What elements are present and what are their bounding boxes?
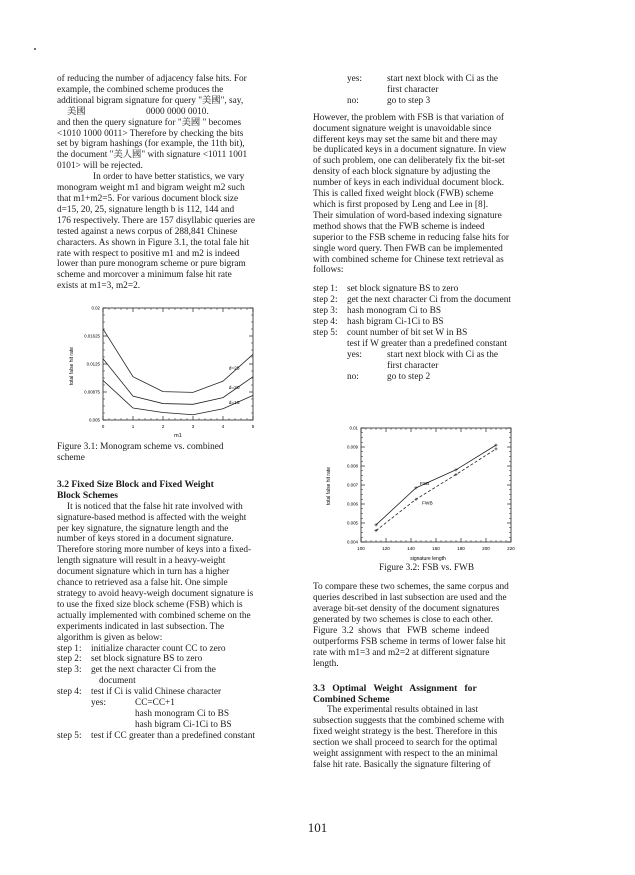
- text-line: actually implemented with combined scheme on the: [57, 610, 251, 621]
- text-line: exists at m1=3, m2=2.: [57, 281, 141, 292]
- caption-line: Figure 3.1: Monogram scheme vs. combined: [57, 442, 224, 453]
- text-line: density of each block signature by adjusting the: [313, 167, 491, 178]
- step-text: CC=CC+1: [135, 698, 175, 709]
- text-line: be duplicated keys in a document signature. In view: [313, 145, 507, 156]
- step-text-cont: test if W greater than a predefined constant: [347, 338, 507, 349]
- text-line: additional bigram signature for query "美國", say,: [57, 95, 244, 106]
- algo-step-4-yes: [91, 698, 283, 709]
- text-line: The experimental results obtained in last: [327, 705, 479, 716]
- algo-step-5: [313, 328, 540, 339]
- heading-line: Block Schemes: [57, 489, 119, 501]
- text-line: 176 respectively. There are 157 disyllabic queries are: [57, 215, 255, 226]
- yes-label: yes:: [347, 74, 362, 84]
- section-heading-3-2: [57, 480, 283, 502]
- step-label: step 5:: [313, 327, 338, 338]
- y-tick-label: 0.0125: [86, 361, 100, 367]
- section-heading-3-3: [313, 684, 540, 706]
- x-axis-label: m1: [174, 433, 182, 439]
- x-tick-label: 100: [357, 546, 365, 552]
- fsb-algorithm: [57, 644, 283, 742]
- heading-line: 3.3 Optimal Weight Assignment for: [313, 682, 477, 694]
- text-line: document signature which in turn has a higher: [57, 567, 230, 578]
- series-label: d=20: [228, 386, 240, 392]
- text-line: example, the combined scheme produces the: [57, 84, 224, 95]
- algo-step-3: [313, 306, 540, 317]
- step-text: go to step 2: [387, 371, 431, 382]
- text-line: of reducing the number of adjacency false hits. For: [57, 74, 247, 84]
- step-text-cont: hash bigram Ci-1Ci to BS: [135, 719, 232, 730]
- text-line: generated by two schemes is close to each other.: [313, 615, 493, 626]
- y-tick-label: 0.006: [347, 502, 358, 508]
- no-branch: [347, 96, 540, 107]
- text-line: It is noticed that the false hit rate involved with: [67, 501, 243, 512]
- y-tick-label: 0.004: [347, 540, 358, 546]
- caption-line: scheme: [57, 453, 85, 464]
- fwb-algorithm: [313, 284, 540, 382]
- series-label: d=25: [228, 366, 240, 372]
- step-text: test if CC greater than a predefined constant: [91, 730, 255, 741]
- text-line: <1010 1000 0011> Therefore by checking the bits: [57, 128, 244, 139]
- algo-step-4: [57, 687, 283, 698]
- text-line: which is first proposed by Leng and Lee in [8].: [313, 199, 489, 210]
- series-label: FWB: [422, 501, 433, 507]
- plot-frame: [361, 428, 511, 542]
- y-tick-label: 0.005: [347, 521, 358, 527]
- step-text: get the next character Ci from the document: [347, 295, 511, 306]
- fsb-vs-fwb-chart: [313, 416, 540, 561]
- text-line: tested against a news corpus of 288,841 Chinese: [57, 226, 238, 237]
- series-line-d-25: [103, 329, 253, 392]
- text-line: 0101> will be rejected.: [57, 161, 143, 172]
- series-label: d=15: [228, 401, 240, 407]
- series-line-fsb: [376, 446, 496, 526]
- y-tick-label: 0.02: [91, 305, 100, 311]
- y-tick-label: 0.005: [89, 417, 100, 423]
- text-line: Therefore storing more number of keys into a fixed-: [57, 545, 252, 556]
- text-line: length.: [313, 658, 339, 669]
- text-line: follows:: [313, 265, 344, 276]
- text-line: subsection suggests that the combined scheme with: [313, 716, 505, 727]
- text-line: rate with m1=3 and m2=2 at different signature: [313, 647, 490, 658]
- figure-3-2-caption: Figure 3.2: FSB vs. FWB: [378, 563, 475, 574]
- yes-branch: [347, 74, 540, 85]
- algo-step-4: [313, 317, 540, 328]
- x-tick-label: 5: [251, 424, 255, 430]
- x-tick-label: 160: [432, 546, 440, 552]
- step-label: step 4:: [313, 317, 338, 328]
- heading-line: Combined Scheme: [313, 693, 390, 705]
- text-line: Their simulation of word-based indexing signature: [313, 210, 502, 221]
- text-line: and then the query signature for "美國 " becomes: [57, 117, 242, 128]
- step-text-cont: document: [99, 676, 136, 687]
- step-text: start next block with Ci as the: [387, 349, 499, 360]
- x-tick-label: 3: [191, 424, 195, 430]
- left-paragraph-2: [57, 172, 283, 292]
- series-label: FSB: [420, 482, 430, 488]
- x-tick-label: 120: [382, 546, 390, 552]
- algo-step-2: [313, 295, 540, 306]
- x-tick-label: 200: [482, 546, 490, 552]
- speck: [34, 48, 36, 50]
- x-axis-label: signature length: [410, 556, 446, 562]
- text-line: d=15, 20, 25, signature length b is 112, 144 and: [57, 204, 235, 215]
- text-line: 美國 0000 0000 0010.: [67, 106, 209, 117]
- x-tick-label: 4: [221, 424, 225, 430]
- step-text: test if Ci is valid Chinese character: [91, 687, 222, 698]
- step-text: start next block with Ci as the: [387, 74, 499, 84]
- text-line: experiments indicated in last subsection. The: [57, 621, 225, 632]
- text-line: of such problem, one can deliberately fix the bit-set: [313, 156, 505, 167]
- y-tick-label: 0.009: [347, 445, 358, 451]
- text-line: that m1+m2=5. For various document block size: [57, 193, 239, 204]
- step-text: count number of bit set W in BS: [347, 327, 468, 338]
- text-line: rate with respect to positive m1 and m2 is indeed: [57, 248, 240, 259]
- no-label: no:: [347, 371, 359, 382]
- text-line: different keys may set the same bit and there may: [313, 134, 498, 145]
- step-text: go to step 3: [387, 95, 431, 106]
- x-tick-label: 0: [101, 424, 105, 430]
- x-tick-label: 140: [407, 546, 415, 552]
- text-line: average bit-set density of the document signatures: [313, 604, 500, 615]
- text-line: the document "美人國" with signature <1011 1001: [57, 150, 248, 161]
- right-paragraph-2: [313, 582, 540, 669]
- text-line: with combined scheme for Chinese text retrieval as: [313, 254, 504, 265]
- y-axis-label: total false hit rate: [326, 467, 332, 506]
- series-line-d-20: [103, 359, 253, 405]
- text-line: false hit rate. Basically the signature filtering of: [313, 759, 491, 770]
- text-line: In order to have better statistics, we vary: [93, 172, 245, 183]
- text-line: scheme and morcover a minimum false hit rate: [57, 270, 232, 281]
- step-text: hash monogram Ci to BS: [347, 306, 442, 317]
- text-line: set by bigram hashings (for example, the 11th bit),: [57, 139, 245, 150]
- text-line: strategy to avoid heavy-weigh document signature is: [57, 589, 254, 599]
- text-line: weight assignment with respect to the an minimal: [313, 749, 498, 760]
- text-line: number of keys in each individual document block.: [313, 178, 505, 189]
- page-number: 101: [307, 820, 328, 835]
- left-column: [57, 74, 283, 742]
- right-paragraph-3: [313, 705, 540, 770]
- text-line: signature-based method is affected with the weight: [57, 512, 247, 523]
- right-paragraph-1: [313, 113, 540, 277]
- x-tick-label: 180: [457, 546, 465, 552]
- yes-label: yes:: [91, 698, 106, 709]
- text-line: queries described in last subsection are used and the: [313, 593, 507, 604]
- text-line: algorithm is given as below:: [57, 632, 163, 643]
- text-line: document signature weight is unavoidable since: [313, 123, 492, 134]
- step-text-cont: hash monogram Ci to BS: [135, 708, 230, 719]
- yes-label: yes:: [347, 349, 362, 360]
- step-label: step 3:: [313, 306, 338, 317]
- text-line: chance to retrieved asa a false hit. One simple: [57, 578, 228, 589]
- text-line: per key signature, the signature length and the: [57, 523, 229, 534]
- y-tick-label: 0.00875: [84, 389, 100, 395]
- text-line: characters. As shown in Figure 3.1, the total fale hit: [57, 237, 250, 248]
- algo-step-1: [313, 284, 540, 295]
- y-tick-label: 0.007: [347, 483, 358, 489]
- step-label: step 3:: [57, 665, 82, 676]
- step-label: step 1:: [57, 643, 82, 654]
- x-tick-label: 2: [161, 424, 165, 430]
- text-line: method shows that the FWB scheme is indeed: [313, 221, 485, 232]
- step-text-cont: first character: [387, 84, 439, 95]
- algo-step-5: [57, 731, 283, 742]
- series-line-fwb: [376, 449, 496, 531]
- step-text-cont: first character: [387, 360, 439, 371]
- text-line: Figure 3.2 shows that FWB scheme indeed: [313, 626, 490, 636]
- left-paragraph-3: [57, 502, 283, 644]
- step-label: step 5:: [57, 730, 82, 741]
- step-text: set block signature BS to zero: [91, 654, 203, 665]
- text-line: monogram weight m1 and bigram weight m2 such: [57, 183, 245, 194]
- y-tick-label: 0.01625: [84, 333, 100, 339]
- text-line: However, the problem with FSB is that variation of: [313, 112, 504, 123]
- text-line: superior to the FSB scheme in reducing false hits for: [313, 232, 509, 243]
- algo-step-2: [57, 654, 283, 665]
- y-axis-label: total false hit rate: [69, 347, 75, 386]
- text-line: To compare these two schemes, the same corpus and: [313, 582, 509, 593]
- text-line: length signature will result in a heavy-weight: [57, 556, 226, 567]
- yes-branch: [347, 350, 540, 361]
- text-line: section we shall proceed to search for the optimal: [313, 738, 498, 749]
- right-column: [313, 74, 540, 771]
- step-text: hash bigram Ci-1Ci to BS: [347, 317, 444, 328]
- x-tick-label: 220: [507, 546, 515, 552]
- no-label: no:: [347, 95, 359, 106]
- data-point: [494, 448, 497, 451]
- text-line: fixed weight strategy is the best. Therefore in this: [313, 727, 498, 738]
- text-line: single word query. Then FWB can be implemented: [313, 243, 503, 254]
- figure-3-1-caption: [57, 442, 283, 464]
- text-line: outperforms FSB scheme in terms of lower false hit: [313, 636, 506, 647]
- no-branch: [347, 372, 540, 383]
- step-text: set block signature BS to zero: [347, 284, 459, 295]
- step-label: step 4:: [57, 687, 82, 698]
- heading-line: 3.2 Fixed Size Block and Fixed Weight: [57, 478, 214, 490]
- text-line: to use the fixed size block scheme (FSB) which is: [57, 599, 243, 610]
- text-line: lower than pure monogram scheme or pure bigram: [57, 259, 246, 270]
- text-line: number of keys stored in a document signature.: [57, 534, 234, 545]
- algo-step-1: [57, 644, 283, 655]
- step-label: step 2:: [57, 654, 82, 665]
- step-label: step 2:: [313, 295, 338, 306]
- x-tick-label: 1: [131, 424, 135, 430]
- step-text: initialize character count CC to zero: [91, 643, 226, 654]
- continued-step: [347, 74, 540, 107]
- monogram-vs-combined-chart: [57, 298, 283, 438]
- algo-step-3: [57, 665, 283, 676]
- y-tick-label: 0.01: [349, 426, 358, 432]
- step-label: step 1:: [313, 284, 338, 295]
- step-text: get the next character Ci from the: [91, 665, 216, 676]
- text-line: This is called fixed weight block (FWB) scheme: [313, 189, 494, 200]
- left-paragraph-1: [57, 74, 283, 172]
- y-tick-label: 0.008: [347, 464, 358, 470]
